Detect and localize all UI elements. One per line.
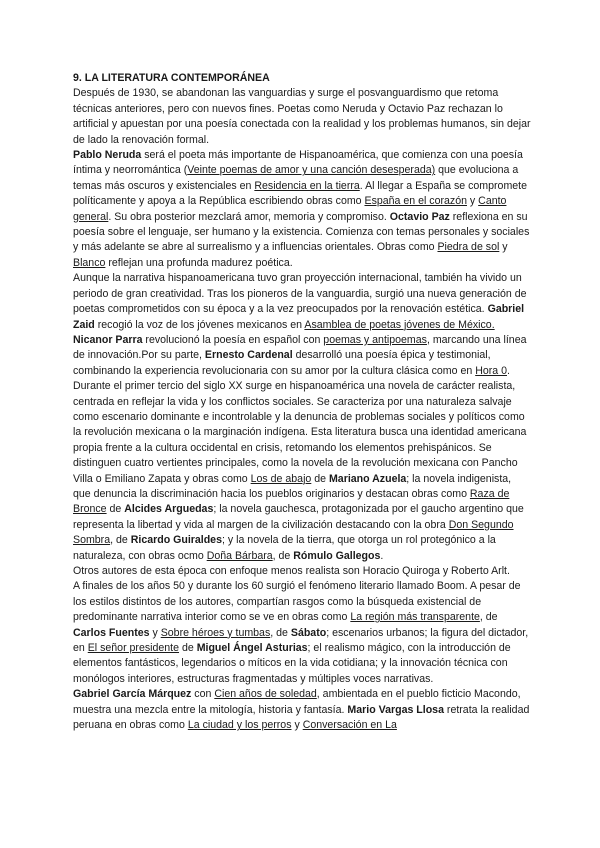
paragraph <box>73 687 531 733</box>
body-text: Otros autores de esta época con enfoque menos realista son Horacio Quiroga y Roberto Arlt. <box>73 565 510 577</box>
body-text: será el poeta más importante de Hispanoamérica, que comienza con una poesía íntima y neorromántica ( <box>73 149 523 177</box>
body-text: ; la novela indigenista, que denuncia la discriminación hacia los pueblos originarios y destacan obras como <box>73 472 512 500</box>
body-text: y <box>466 195 479 208</box>
author-name: Octavio Paz <box>389 210 450 223</box>
body-text: , marcando una línea de innovación.Por su parte, <box>73 333 527 362</box>
work-title: Don Segundo Sombra <box>73 518 514 547</box>
author-name: Alcides Arguedas <box>124 503 214 516</box>
body-text: Durante el primer tercio del siglo XX surge en hispanoamérica una novela de carácter realista, centrada en reflejar la vida y los conflictos sociales. Se caracteriza por una naturaleza salvaje como escenario dominante e incontrolable y la denuncia de problemas sociales y políticos como la revolución mexicana o la marginación indígena. Esta literatura busca una identidad americana propia frente a la cultura occidental en crisis, retomando los elementos prehispánicos. Se distinguen cuatro vertientes principales, como la novela de la revolución mexicana con Pancho Villa o Emiliano Zapata y obras como <box>73 380 527 485</box>
work-title: España en el corazón <box>364 195 467 208</box>
body-text: Aunque la narrativa hispanoamericana tuvo gran proyección internacional, también ha vivido un periodo de gran creatividad. Tras los pioneros de la vanguardia, surgió una nueva generación de poetas comprometidos con su época y a la vez preocupados por la renovación estética. <box>73 272 527 316</box>
work-title: Doña Bárbara <box>206 549 273 562</box>
body-text: reflexiona en su poesía sobre el lenguaje, ser humano y la existencia. Comienza con temas personales y sociales y más adelante se abre al surrealismo y a influencias orientales. Obras como <box>73 210 530 254</box>
body-text: que evoluciona a temas más oscuros y existenciales en <box>73 164 519 192</box>
body-text: . Al llegar a España se compromete políticamente y apoya a la República escribiendo obras como <box>73 179 527 208</box>
paragraph <box>73 579 531 687</box>
body-text: , de <box>270 626 291 639</box>
work-title: Raza de Bronce <box>73 487 510 516</box>
author-name: Miguel Ángel Asturias <box>196 642 308 655</box>
body-text: con <box>191 688 215 701</box>
work-title: La región más transparente <box>350 611 480 624</box>
author-name: Pablo Neruda <box>73 149 142 162</box>
body-text: y <box>149 626 161 639</box>
body-text: ; y la novela de la tierra, que otorga un rol protegónico a la naturaleza, con obras ocmo <box>73 534 496 562</box>
body-text: ; la novela gauchesca, protagonizada por el gaucho argentino que representa la libertad y vida al margen de la civilización destacando con la obra <box>73 503 524 531</box>
author-name: Sábato <box>290 626 327 639</box>
body-text: ; el realismo mágico, con la introducción de elementos fantásticos, legendarios o míticos en la vida cotidiana; y la innovación técnica con monólogos interiores, estructuras fragmentadas y múltiples voces narrativas. <box>73 642 511 685</box>
body-text: de <box>179 642 197 655</box>
body-text: , de <box>479 611 498 624</box>
author-name: Carlos Fuentes <box>73 626 150 639</box>
author-name: Rómulo Gallegos <box>293 549 381 562</box>
paragraph <box>73 379 531 564</box>
work-title: Blanco <box>73 256 106 269</box>
paragraph <box>73 564 531 579</box>
body-text: y <box>499 241 508 254</box>
work-title: Veinte poemas de amor y una canción desesperada) <box>187 164 436 177</box>
body-text: . Su obra posterior mezclará amor, memoria y compromiso. <box>108 210 390 223</box>
body-text: ; escenarios urbanos; la figura del dictador, en <box>73 626 529 655</box>
work-title: Hora 0 <box>475 364 507 377</box>
author-name: Gabriel García Márquez <box>73 688 192 701</box>
work-title: poemas y antipoemas <box>323 333 427 346</box>
body-text: , de <box>272 549 294 562</box>
work-title: Conversación en La <box>302 719 397 732</box>
body-text: reflejan una profunda madurez poética. <box>105 256 293 269</box>
body-text: , de <box>110 534 131 547</box>
body-text: recogió la voz de los jóvenes mexicanos en <box>94 318 305 331</box>
body-text: de <box>311 472 329 485</box>
body-text: , ambientada en el pueblo ficticio Macondo, muestra una mezcla entre la mitología, historia y fantasía. <box>73 688 521 716</box>
body-text: A finales de los años 50 y durante los 60 surgió el fenómeno literario llamado Boom. A pesar de los estilos distintos de los autores, compartían rasgos como la búsqueda existencial de predominante narrativa interior como se ve en obras como <box>73 580 521 624</box>
body-text: . <box>506 364 510 377</box>
body-text: retrata la realidad peruana en obras como <box>73 703 530 732</box>
work-title: Canto general <box>73 195 507 223</box>
document-body <box>73 71 531 733</box>
body-text: . <box>380 549 384 562</box>
work-title: El señor presidente <box>87 642 180 655</box>
work-title: Cien años de soledad <box>214 688 317 701</box>
author-name: Nicanor Parra <box>73 333 143 346</box>
body-text: revolucionó la poesía en español con <box>142 333 324 346</box>
author-name: Ernesto Cardenal <box>204 349 293 362</box>
work-title: Piedra de sol <box>437 241 500 254</box>
section-heading: 9. LA LITERATURA CONTEMPORÁNEA <box>73 72 270 84</box>
author-name: Ricardo Guiraldes <box>130 534 222 547</box>
work-title: Residencia en la tierra <box>254 179 360 192</box>
author-name: Gabriel Zaid <box>73 303 525 331</box>
author-name: Mariano Azuela <box>328 472 407 485</box>
paragraph <box>73 86 531 148</box>
body-text: desarrolló una poesía épica y testimonial, combinando la experiencia revolucionaria con su amor por la cultura clásica como en <box>73 349 491 377</box>
paragraph <box>73 148 531 271</box>
paragraph <box>73 271 531 379</box>
author-name: Mario Vargas Llosa <box>347 703 444 716</box>
paragraph-list <box>73 86 531 733</box>
body-text: de <box>106 503 125 516</box>
work-title: La ciudad y los perros <box>187 719 292 732</box>
body-text: y <box>291 719 303 732</box>
work-title: Sobre héroes y tumbas <box>160 626 271 639</box>
body-text: Después de 1930, se abandonan las vanguardias y surge el posvanguardismo que retoma técnicas anteriores, pero con nuevos fines. Poetas como Neruda y Octavio Paz rechazan lo artificial y apuestan por una poesía conectada con la realidad y los problemas humanos, sin dejar de lado la renovación formal. <box>73 87 531 146</box>
work-title: Asamblea de poetas jóvenes de México. <box>304 318 495 331</box>
work-title: Los de abajo <box>250 472 312 485</box>
